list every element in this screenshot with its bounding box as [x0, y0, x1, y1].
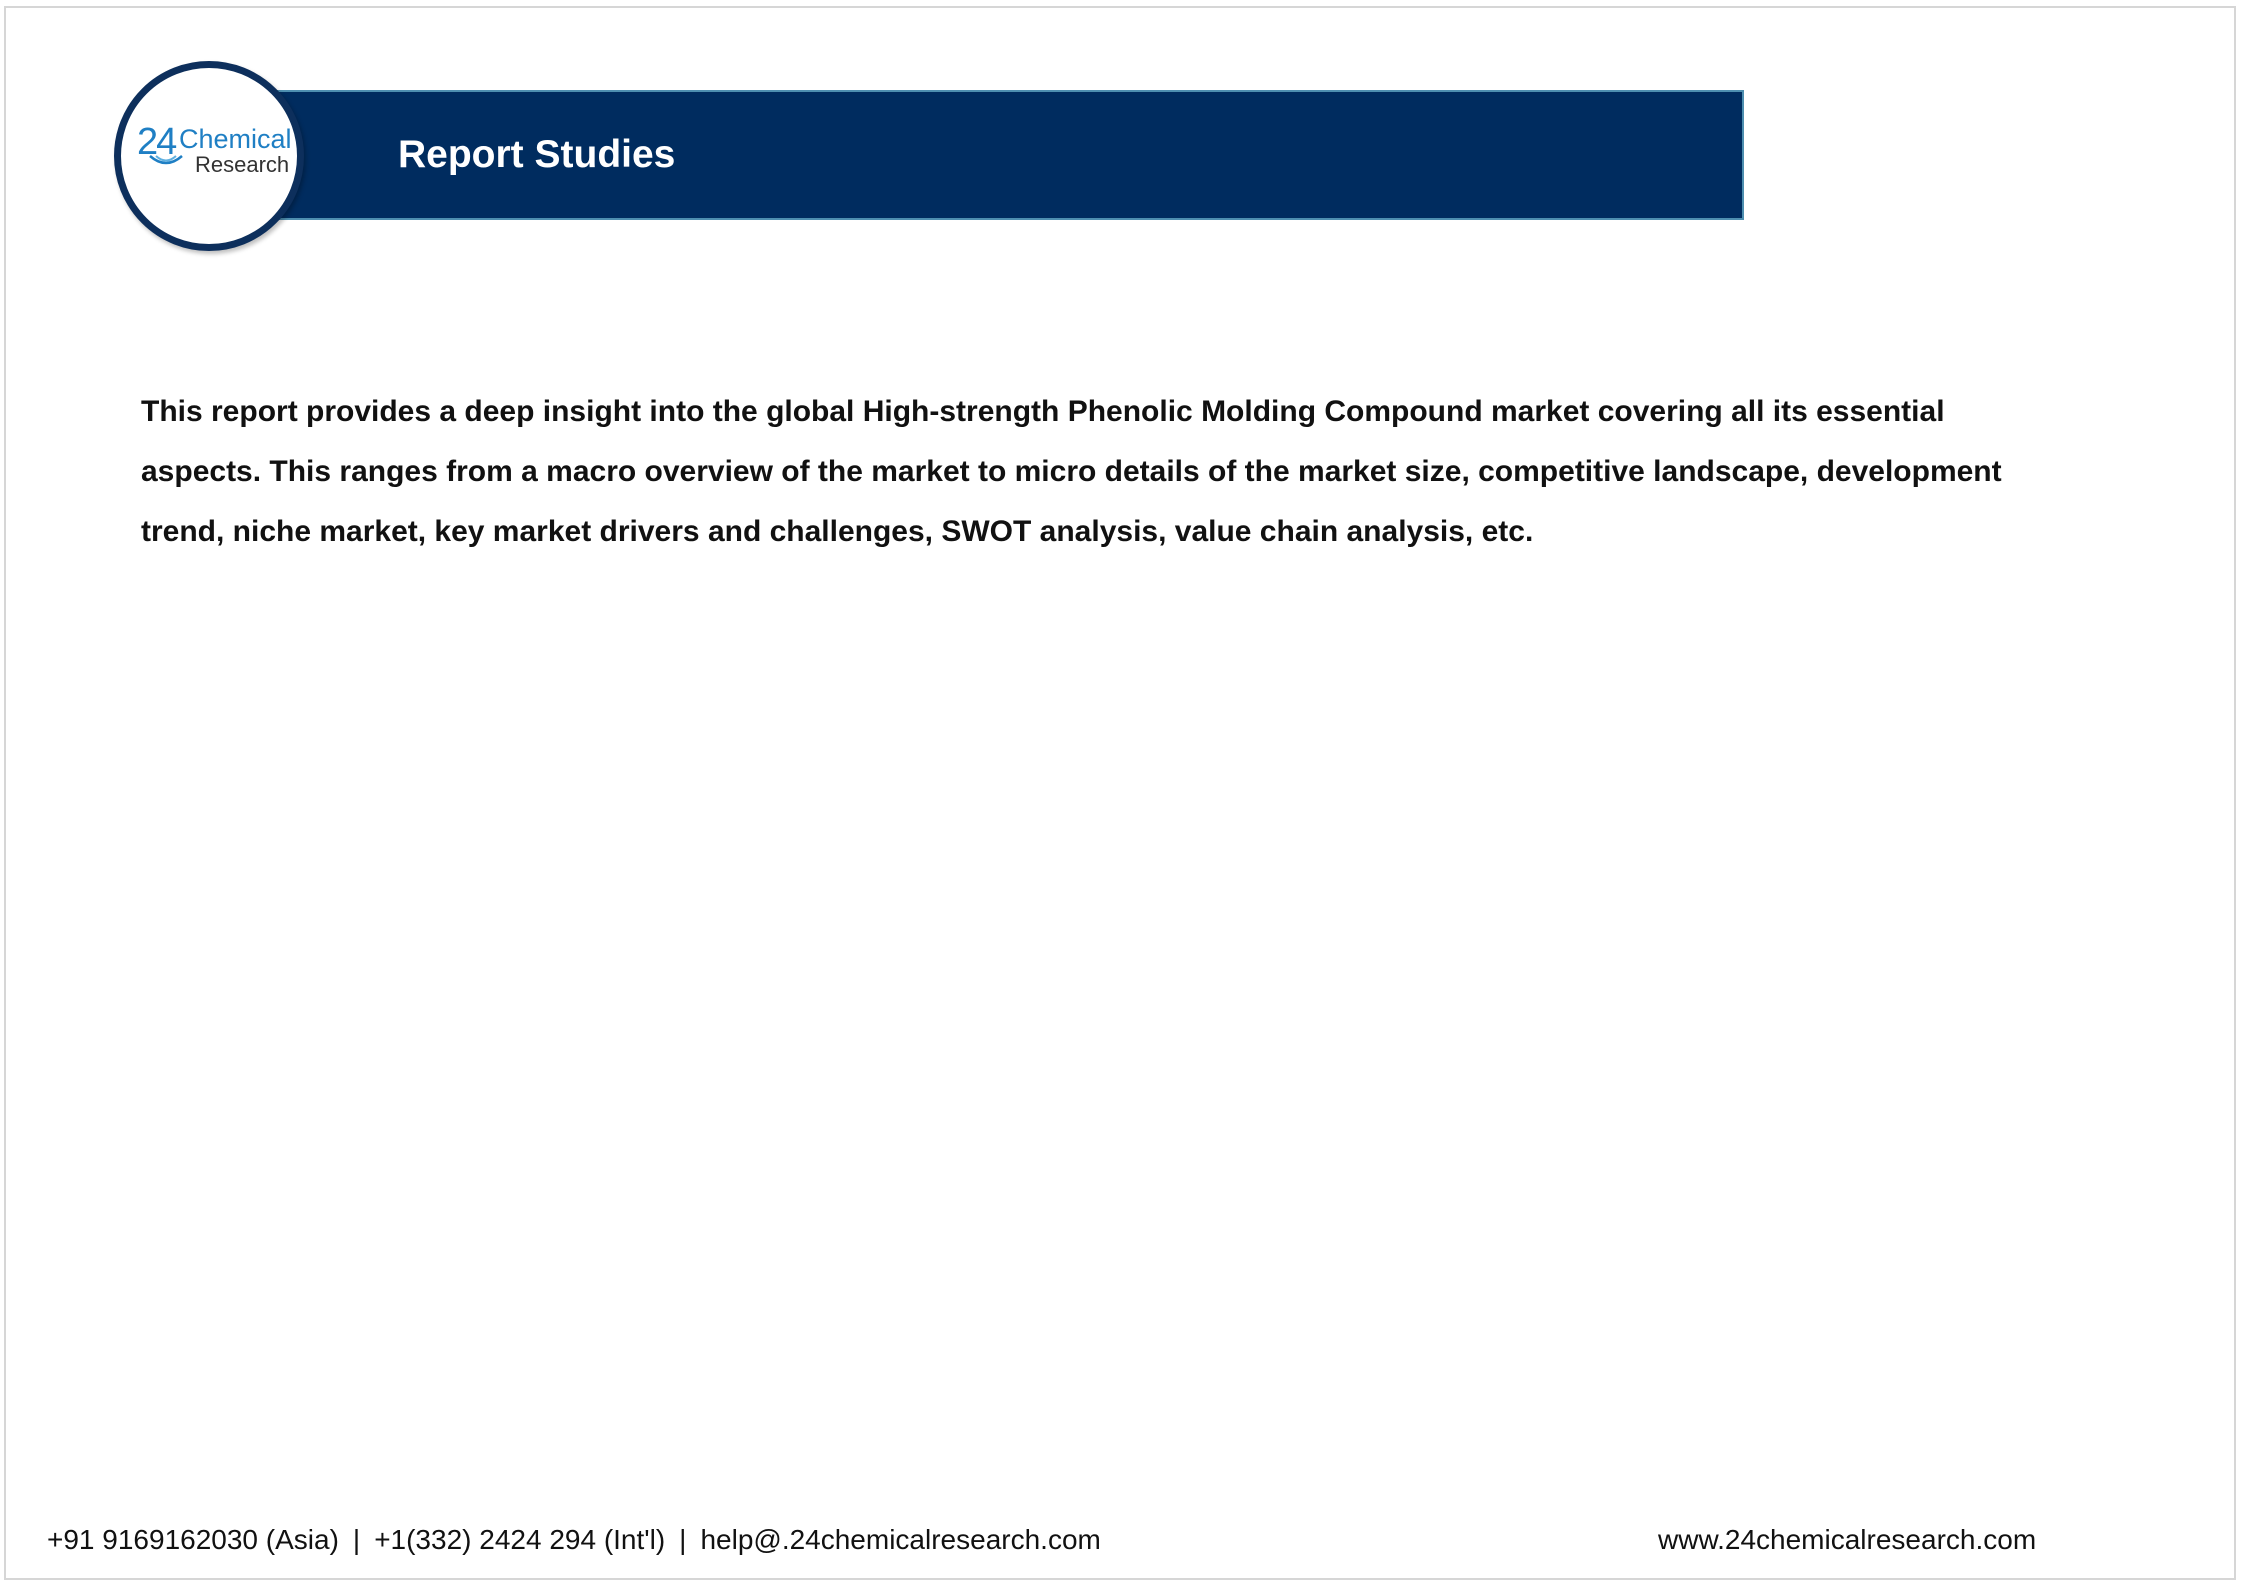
logo-word-research: Research [195, 152, 290, 177]
footer-phone-intl: +1(332) 2424 294 (Int'l) [374, 1524, 666, 1555]
logo-word-chemical: Chemical [179, 124, 292, 154]
company-logo [114, 61, 304, 251]
footer-email-link[interactable]: help@.24chemicalresearch.com [700, 1524, 1101, 1555]
swirl-icon [148, 152, 184, 170]
footer-website-link[interactable]: www.24chemicalresearch.com [1658, 1524, 2037, 1555]
report-description: This report provides a deep insight into the global High-strength Phenolic Molding Compound market covering all its essential aspects. This ranges from a macro overview of the market to micro details of the market size, competitive landscape, development trend, niche market, key market drivers and challenges, SWOT analysis, value chain analysis, etc. [141, 395, 2002, 548]
page-frame [4, 6, 2236, 1580]
page-title: Report Studies [398, 133, 676, 176]
logo-number: 24 [137, 121, 176, 163]
footer-phone-asia: +91 9169162030 (Asia) [47, 1524, 339, 1555]
footer-separator: | [352, 1524, 361, 1555]
footer-contacts [47, 1523, 1101, 1557]
footer-separator: | [679, 1524, 687, 1555]
